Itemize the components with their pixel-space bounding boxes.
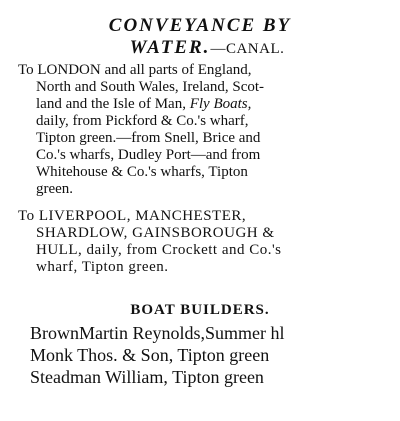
paragraph-line: Co.'s wharfs, Dudley Port—and from xyxy=(36,147,261,163)
paragraph-liverpool xyxy=(18,208,388,276)
list-item: BrownMartin Reynolds,Summer hl xyxy=(30,323,285,343)
paragraph-line: daily, from Pickford & Co.'s wharf, xyxy=(36,113,249,129)
paragraph-line: North and South Wales, Ireland, Scot- xyxy=(36,79,265,95)
boat-builders-list xyxy=(30,322,390,388)
paragraph-line: land and the Isle of Man, Fly Boats, xyxy=(36,96,252,112)
paragraph-line: To LIVERPOOL, MANCHESTER, xyxy=(18,208,247,224)
fly-boats-emphasis: Fly Boats, xyxy=(189,96,252,112)
heading-title: CONVEYANCE BY xyxy=(108,15,292,36)
paragraph-line: Tipton green.—from Snell, Brice and xyxy=(36,130,261,146)
heading-line-2 xyxy=(0,38,400,59)
list-item: Monk Thos. & Son, Tipton green xyxy=(30,345,270,365)
boat-builders-title: BOAT BUILDERS. xyxy=(130,302,270,318)
heading-line-1 xyxy=(0,16,400,36)
paragraph-line: SHARDLOW, GAINSBOROUGH & xyxy=(36,225,275,241)
heading-title-continued: WATER. xyxy=(129,37,211,58)
paragraph-line: HULL, daily, from Crockett and Co.'s xyxy=(36,242,282,258)
paragraph-line: To LONDON and all parts of England, xyxy=(18,62,252,78)
paragraph-line: green. xyxy=(36,181,74,197)
list-item: Steadman William, Tipton green xyxy=(30,367,264,387)
heading-subtitle: —CANAL. xyxy=(210,41,285,57)
paragraph-line: wharf, Tipton green. xyxy=(36,259,169,275)
paragraph-london xyxy=(18,62,388,198)
paragraph-line: Whitehouse & Co.'s wharfs, Tipton xyxy=(36,164,248,180)
